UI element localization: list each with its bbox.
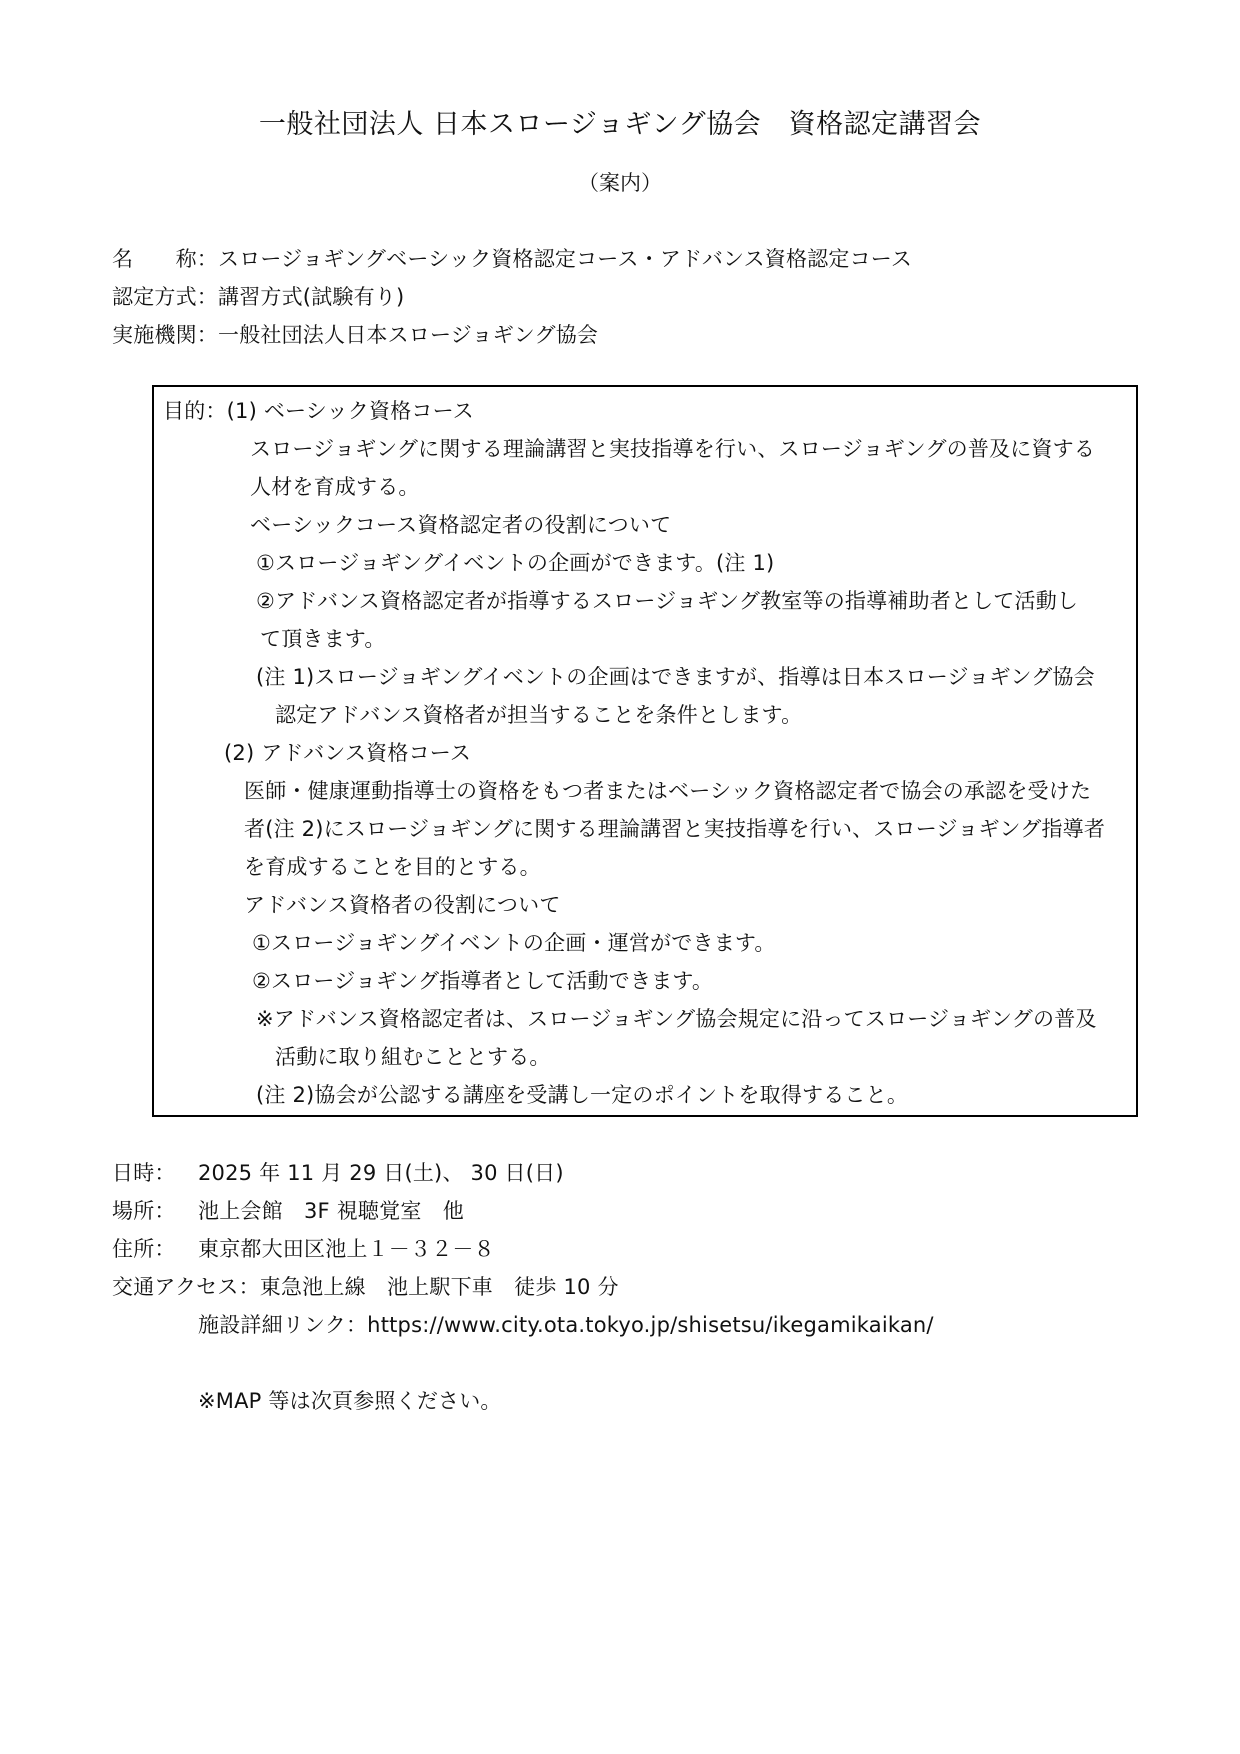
page-title: 一般社団法人 日本スロージョギング協会 資格認定講習会 [258,109,982,140]
info-org-row [112,322,598,348]
name-value: スロージョギングベーシック資格認定コース・アドバンス資格認定コース [218,247,913,271]
purpose-basic-heading-row [163,398,474,424]
event-date-row [112,1160,564,1186]
method-label: 認定方式： [112,285,218,309]
advance-remark-line2: 活動に取り組むこととする。 [275,1045,551,1069]
page-subtitle: （案内） [578,171,662,195]
place-label: 場所： [112,1199,176,1223]
facility-link[interactable]: 施設詳細リンク：https://www.city.ota.tokyo.jp/shisetsu/ikegamikaikan/ [198,1313,934,1337]
advance-roles-heading: アドバンス資格者の役割について [244,893,561,917]
address-value: 東京都大田区池上１－３２－８ [198,1237,495,1261]
event-access-row [112,1274,619,1300]
access-label: 交通アクセス： [112,1275,260,1299]
advance-role1: ①スロージョギングイベントの企画・運営ができます。 [252,931,776,955]
basic-note1-line1: (注 1)スロージョギングイベントの企画はできますが、指導は日本スロージョギング協会 [256,665,1095,689]
basic-desc-line1: スロージョギングに関する理論講習と実技指導を行い、スロージョギングの普及に資する [250,437,1096,461]
method-value: 講習方式(試験有り) [218,285,405,309]
advance-desc-line2: 者(注 2)にスロージョギングに関する理論講習と実技指導を行い、スロージョギング指導者 [244,817,1106,841]
info-method-row [112,284,404,310]
advance-course-heading: (2) アドバンス資格コース [224,741,472,765]
basic-desc-line2: 人材を育成する。 [250,475,420,499]
basic-course-heading: (1) ベーシック資格コース [226,399,474,423]
advance-note2: (注 2)協会が公認する講座を受講し一定のポイントを取得すること。 [256,1083,909,1107]
purpose-label: 目的： [163,399,227,423]
address-label: 住所： [112,1237,176,1261]
basic-roles-heading: ベーシックコース資格認定者の役割について [250,513,672,537]
event-place-row [112,1198,464,1224]
access-value: 東急池上線 池上駅下車 徒歩 10 分 [259,1275,619,1299]
advance-role2: ②スロージョギング指導者として活動できます。 [252,969,714,993]
place-value: 池上会館 3F 視聴覚室 他 [198,1199,464,1223]
advance-desc-line1: 医師・健康運動指導士の資格をもつ者またはベーシック資格認定者で協会の承認を受けた [244,779,1092,803]
date-label: 日時： [112,1161,176,1185]
advance-remark-line1: ※アドバンス資格認定者は、スロージョギング協会規定に沿ってスロージョギングの普及 [256,1007,1097,1031]
basic-role2-line2: て頂きます。 [260,627,386,651]
map-note: ※MAP 等は次頁参照ください。 [198,1389,502,1413]
date-value: 2025 年 11 月 29 日(土)、 30 日(日) [198,1161,564,1185]
basic-note1-line2: 認定アドバンス資格者が担当することを条件とします。 [275,703,803,727]
org-label: 実施機関： [112,323,218,347]
advance-desc-line3: を育成することを目的とする。 [244,855,541,879]
name-label: 名 称： [112,247,218,271]
event-address-row [112,1236,495,1262]
org-value: 一般社団法人日本スロージョギング協会 [218,323,599,347]
basic-role2-line1: ②アドバンス資格認定者が指導するスロージョギング教室等の指導補助者として活動し [256,589,1079,613]
basic-role1: ①スロージョギングイベントの企画ができます。(注 1) [256,551,775,575]
info-name-row [112,246,912,272]
